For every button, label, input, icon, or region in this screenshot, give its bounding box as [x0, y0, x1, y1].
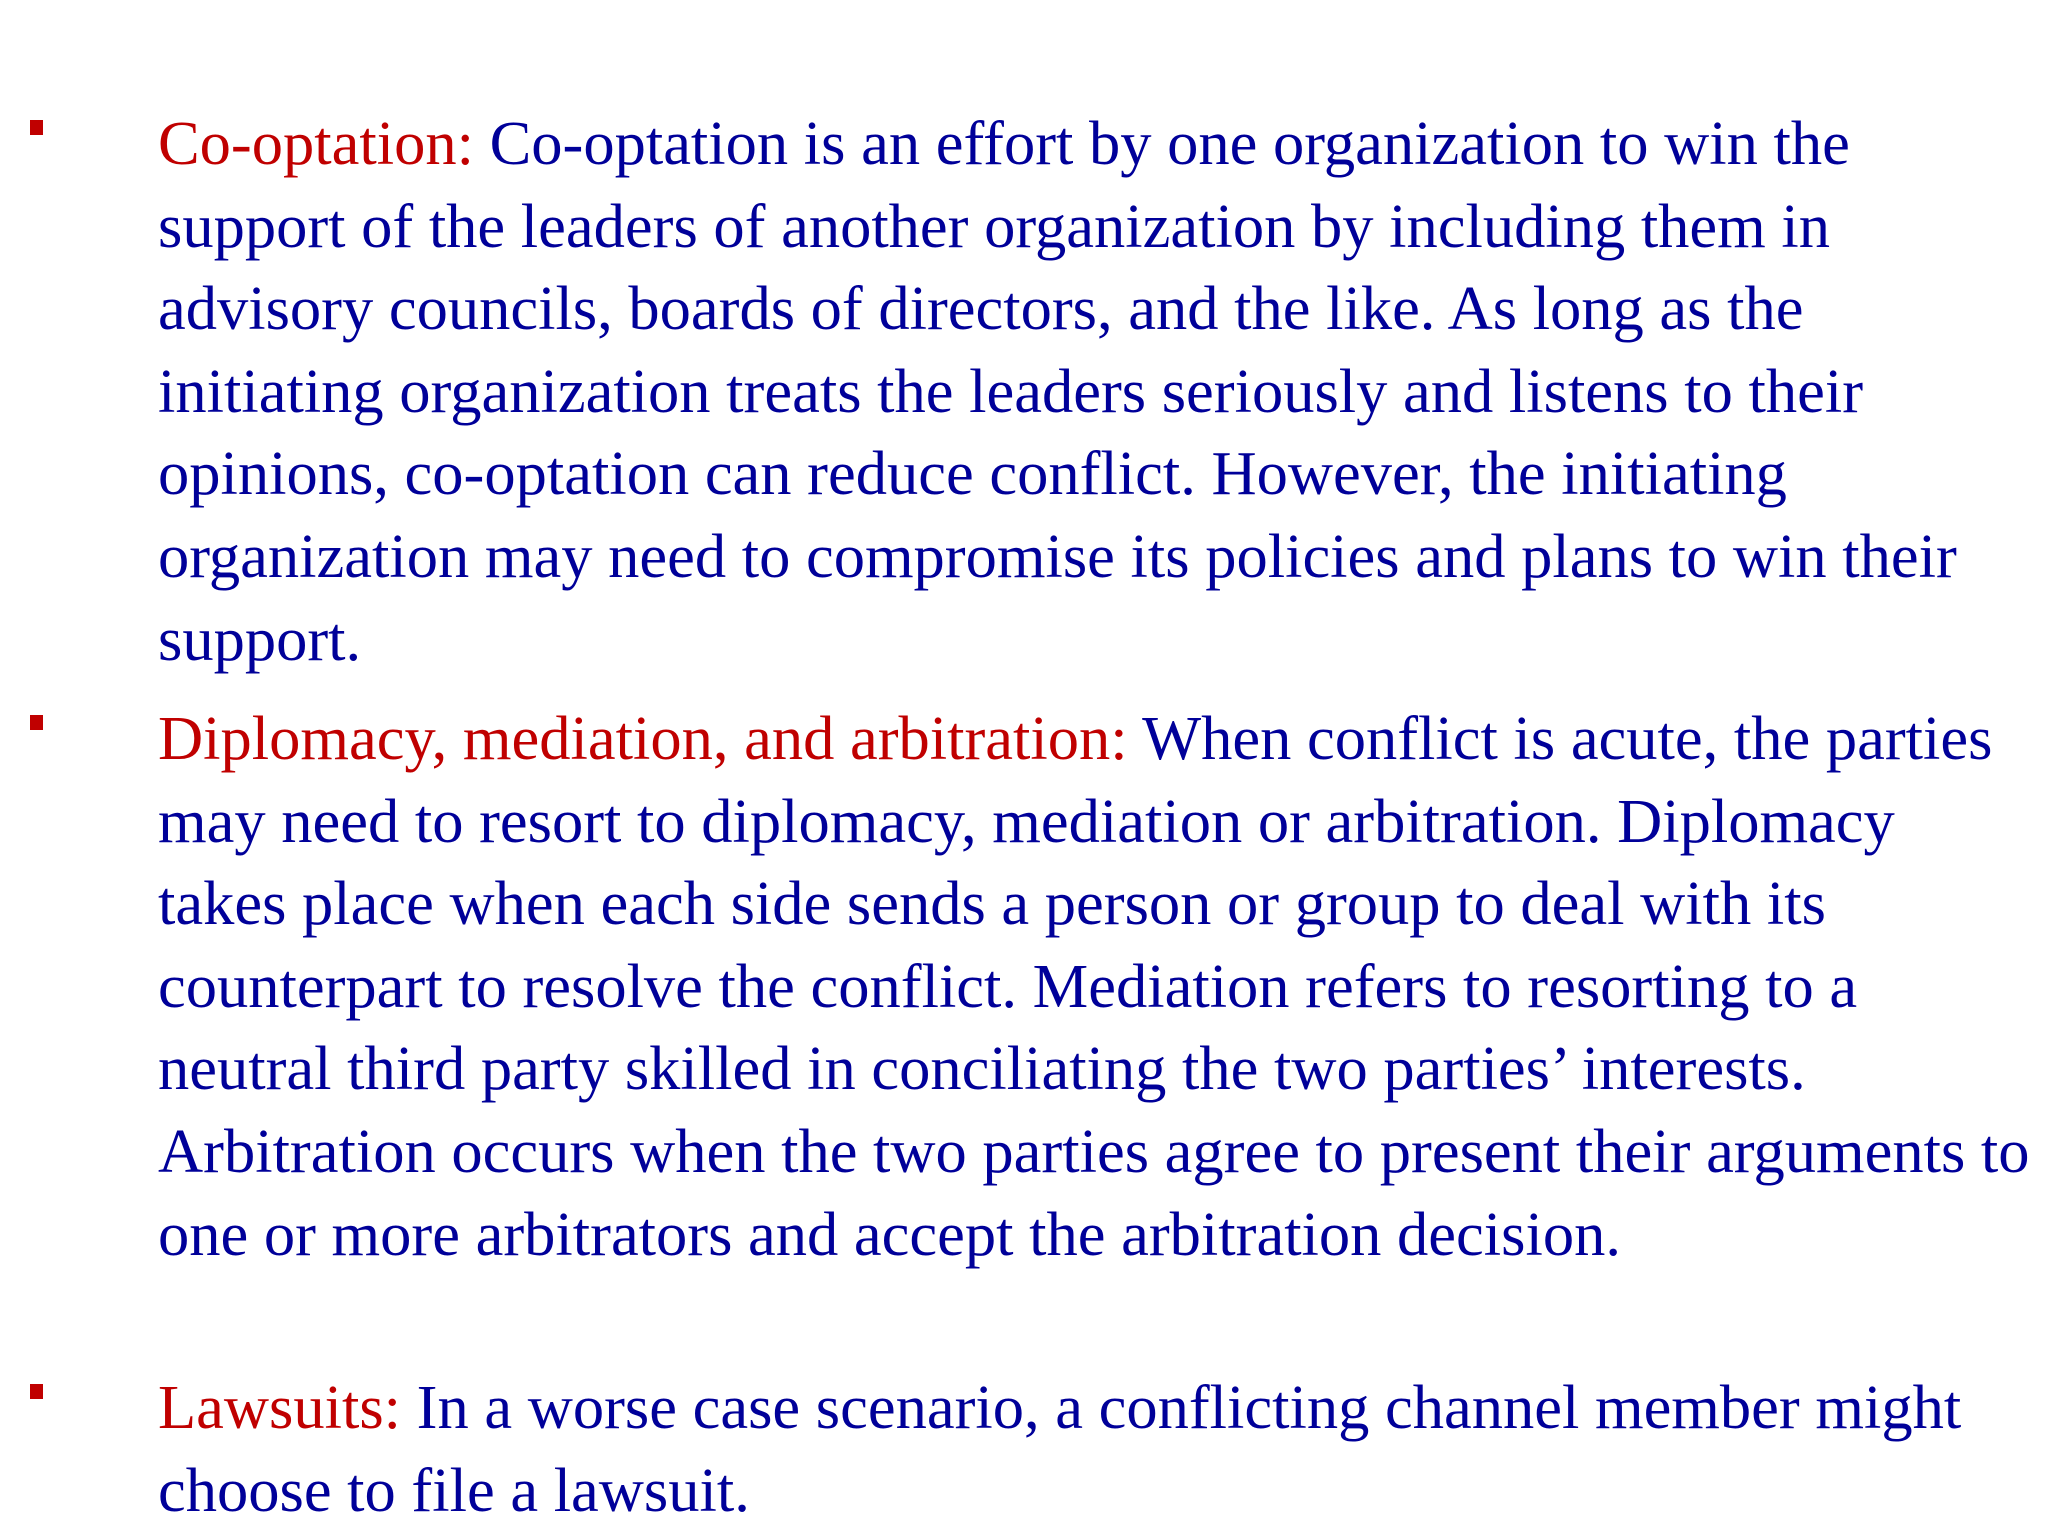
bullet-paragraph: [158, 1366, 2038, 1531]
bullet-paragraph: [158, 102, 2038, 680]
square-bullet-icon: [30, 1384, 43, 1399]
bullet-description: In a worse case scenario, a conflicting channel member might choose to file a lawsuit.: [158, 1372, 1962, 1525]
bullet-term: Diplomacy, mediation, and arbitration:: [158, 703, 1128, 773]
square-bullet-icon: [30, 120, 43, 135]
bullet-description: When conflict is acute, the parties may need to resort to diplomacy, mediation or arbitration. Diplomacy takes place when each side sends a person or group to deal with its counterpart to resolve the conflict. Mediation refers to resorting to a neutral third party skilled in conciliating the two parties’ interests. Arbitration occurs when the two parties agree to present their arguments to one or more arbitrators and accept the arbitration decision.: [158, 703, 2030, 1269]
bullet-term: Lawsuits:: [158, 1372, 402, 1442]
bullet-term: Co-optation:: [158, 108, 474, 178]
bullet-paragraph: [158, 697, 2038, 1275]
square-bullet-icon: [30, 715, 43, 730]
bullet-description: Co-optation is an effort by one organization to win the support of the leaders of another organization by including them in advisory councils, boards of directors, and the like. As long as the initiating organization treats the leaders seriously and listens to their opinions, co-optation can reduce conflict. However, the initiating organization may need to compromise its policies and plans to win their support.: [158, 108, 1957, 674]
